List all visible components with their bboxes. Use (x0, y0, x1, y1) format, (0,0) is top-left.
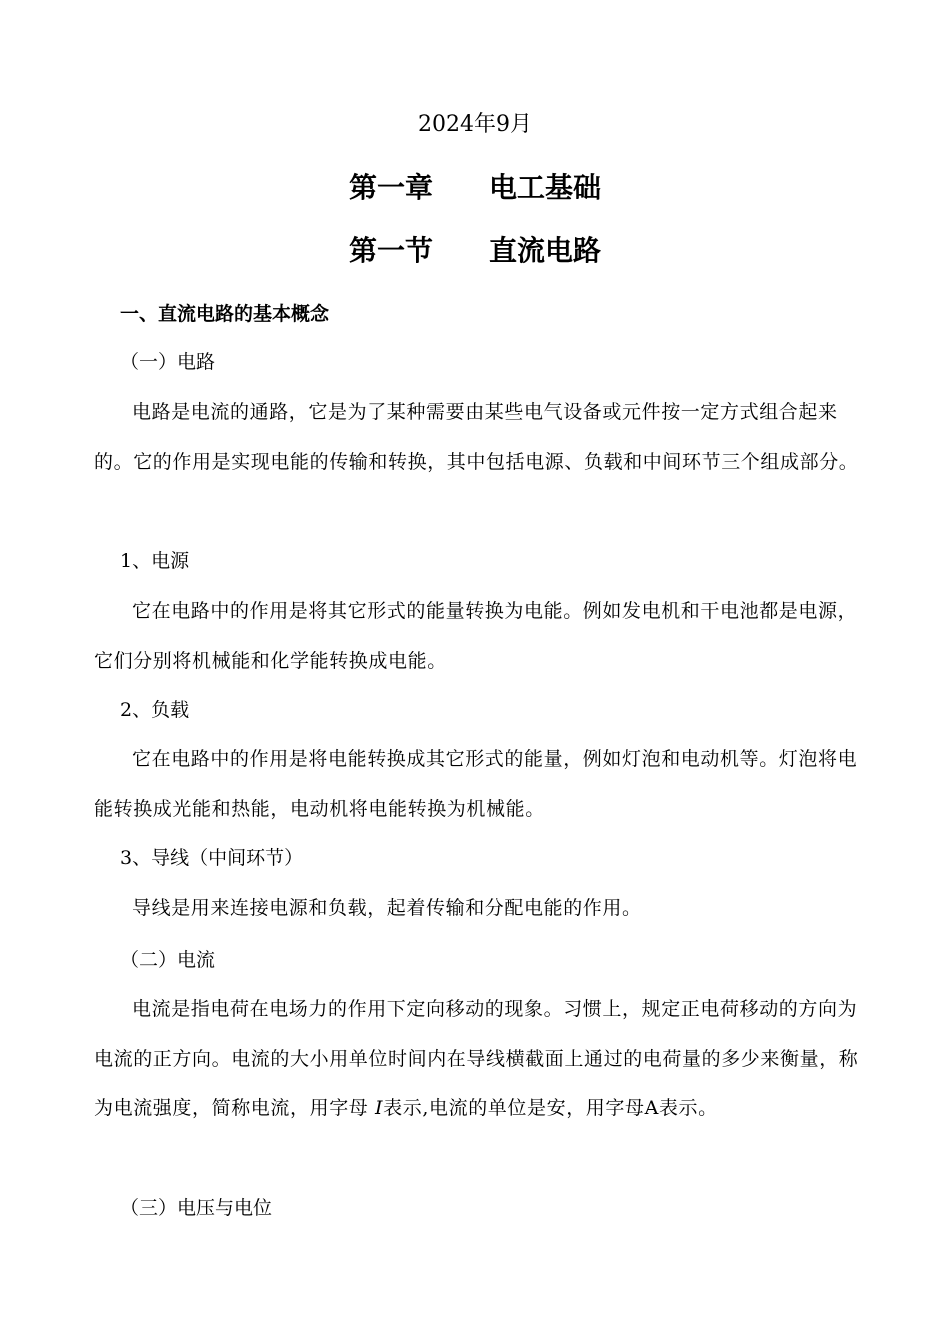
subheading-current: （二）电流 (120, 949, 216, 971)
chapter-title: 第一章 电工基础 (348, 171, 601, 204)
subheading-circuit: （一）电路 (120, 351, 216, 373)
paragraph-load: 它在电路中的作用是将电能转换成其它形式的能量，例如灯泡和电动机等。灯泡将电能转换成光能和热能，电动机将电能转换为机械能。 (94, 748, 858, 820)
paragraph-current-text-a: 电流是指电荷在电场力的作用下定向移动的现象。习惯上，规定正电荷移动的方向为电流的正方向。电流的大小用单位时间内在导线横截面上通过的电荷量的多少来衡量，称为电流强度，简称电流，用字母 (94, 998, 859, 1119)
subheading-voltage-potential: （三）电压与电位 (120, 1197, 273, 1219)
heading-basic-concepts: 一、直流电路的基本概念 (120, 303, 330, 325)
document-date: 2024年9月 (418, 112, 532, 137)
current-symbol: I (375, 1097, 384, 1119)
subheading-power-source: 1、电源 (120, 550, 190, 572)
paragraph-current (94, 985, 874, 1134)
paragraph-power-source: 它在电路中的作用是将其它形式的能量转换为电能。例如发电机和干电池都是电源，它们分别将机械能和化学能转换成电能。 (94, 600, 858, 672)
paragraph-wire: 导线是用来连接电源和负载，起着传输和分配电能的作用。 (132, 897, 642, 919)
paragraph-current-text-b: 表示,电流的单位是安，用字母A表示。 (383, 1097, 718, 1119)
paragraph-circuit: 电路是电流的通路，它是为了某种需要由某些电气设备或元件按一定方式组合起来的。它的作用是实现电能的传输和转换，其中包括电源、负载和中间环节三个组成部分。 (94, 401, 859, 473)
subheading-load: 2、负载 (120, 699, 190, 721)
section-title: 第一节 直流电路 (348, 234, 601, 267)
subheading-wire: 3、导线（中间环节） (120, 847, 304, 869)
